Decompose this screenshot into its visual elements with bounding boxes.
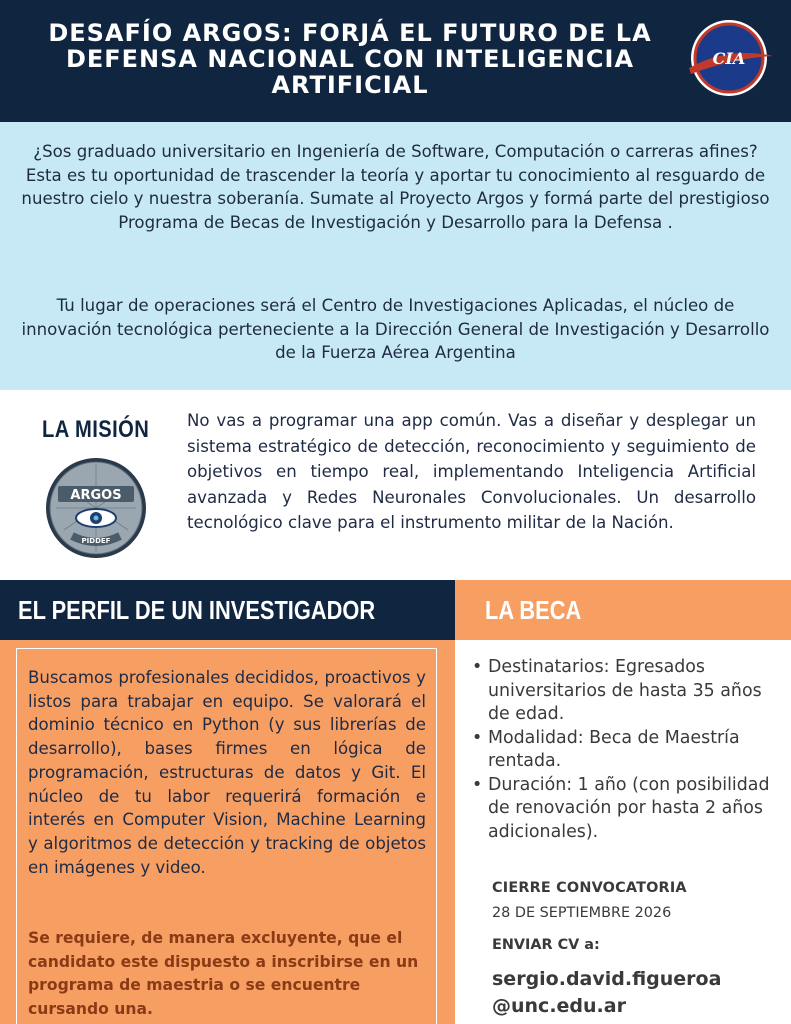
intro-paragraph-1: ¿Sos graduado universitario en Ingeniería de Software, Computación o carreras afines? Esta es tu oportunidad de trascender la teoría y aportar tu conocimiento al resguardo de nuestro cielo y nuestra soberanía. Sumate al Proyecto Argos y formá parte del prestigioso Programa de Becas de Investigación y Desarrollo para la Defensa . xyxy=(21,142,770,232)
email-line-1: sergio.david.figueroa xyxy=(492,968,722,990)
profile-title: EL PERFIL DE UN INVESTIGADOR xyxy=(18,595,376,625)
profile-section xyxy=(0,640,455,1024)
argos-logo xyxy=(44,456,148,560)
header-banner xyxy=(0,0,791,122)
beca-title: LA BECA xyxy=(485,595,582,625)
argos-logo-text: ARGOS xyxy=(70,488,122,503)
profile-box xyxy=(16,648,437,1024)
profile-header xyxy=(0,580,455,640)
bullet-icon: • xyxy=(472,657,483,677)
page-title: DESAFÍO ARGOS: FORJÁ EL FUTURO DE LA DEFENSA NACIONAL CON INTELIGENCIA ARTIFICIAL xyxy=(48,19,652,99)
intro-section xyxy=(0,122,791,390)
bullet-icon: • xyxy=(472,727,483,748)
list-item xyxy=(470,774,780,845)
list-item xyxy=(470,656,780,727)
profile-requirement: Se requiere, de manera excluyente, que el candidato este dispuesto a inscribirse en un programa de maestria o se encuentre cursando una. xyxy=(28,929,419,1019)
closing-label: CIERRE CONVOCATORIA xyxy=(492,880,687,896)
beca-header xyxy=(455,580,791,640)
beca-item-modality: Modalidad: Beca de Maestría rentada. xyxy=(488,727,740,771)
mission-title: LA MISIÓN xyxy=(42,416,150,443)
piddef-logo-text: PIDDEF xyxy=(81,537,111,545)
send-cv-label: ENVIAR CV a: xyxy=(492,937,600,953)
profile-text: Buscamos profesionales decididos, proactivos y listos para trabajar en equipo. Se valorará el dominio técnico en Python (y sus librerías de desarrollo), bases firmes en lógica de programación, estructuras de datos y Git. El núcleo de tu labor requerirá formación e interés en Computer Vision, Machine Learning y algoritmos de detección y tracking de objetos en imágenes y video. xyxy=(28,668,426,877)
closing-date: 28 DE SEPTIEMBRE 2026 xyxy=(492,905,672,921)
beca-list xyxy=(470,656,780,844)
mission-text: No vas a programar una app común. Vas a diseñar y desplegar un sistema estratégico de detección, reconocimiento y seguimiento de objetivos en tiempo real, implementando Inteligencia Artificial avanzada y Redes Neuronales Convolucionales. Un desarrollo tecnológico clave para el instrumento militar de la Nación. xyxy=(187,411,756,532)
list-item xyxy=(470,727,780,774)
beca-item-recipients: Destinatarios: Egresados universitarios de hasta 35 años de edad. xyxy=(488,657,762,724)
bullet-icon: • xyxy=(472,774,483,795)
intro-paragraph-2: Tu lugar de operaciones será el Centro de Investigaciones Aplicadas, el núcleo de innovación tecnológica perteneciente a la Dirección General de Investigación y Desarrollo de la Fuerza Aérea Argentina xyxy=(21,296,770,363)
email-line-2: @unc.edu.ar xyxy=(492,995,626,1017)
contact-email[interactable] xyxy=(492,966,772,1020)
cia-logo-text: CIA xyxy=(712,49,746,68)
beca-item-duration: Duración: 1 año (con posibilidad de renovación por hasta 2 años adicionales). xyxy=(488,774,770,842)
cia-logo xyxy=(683,16,775,100)
